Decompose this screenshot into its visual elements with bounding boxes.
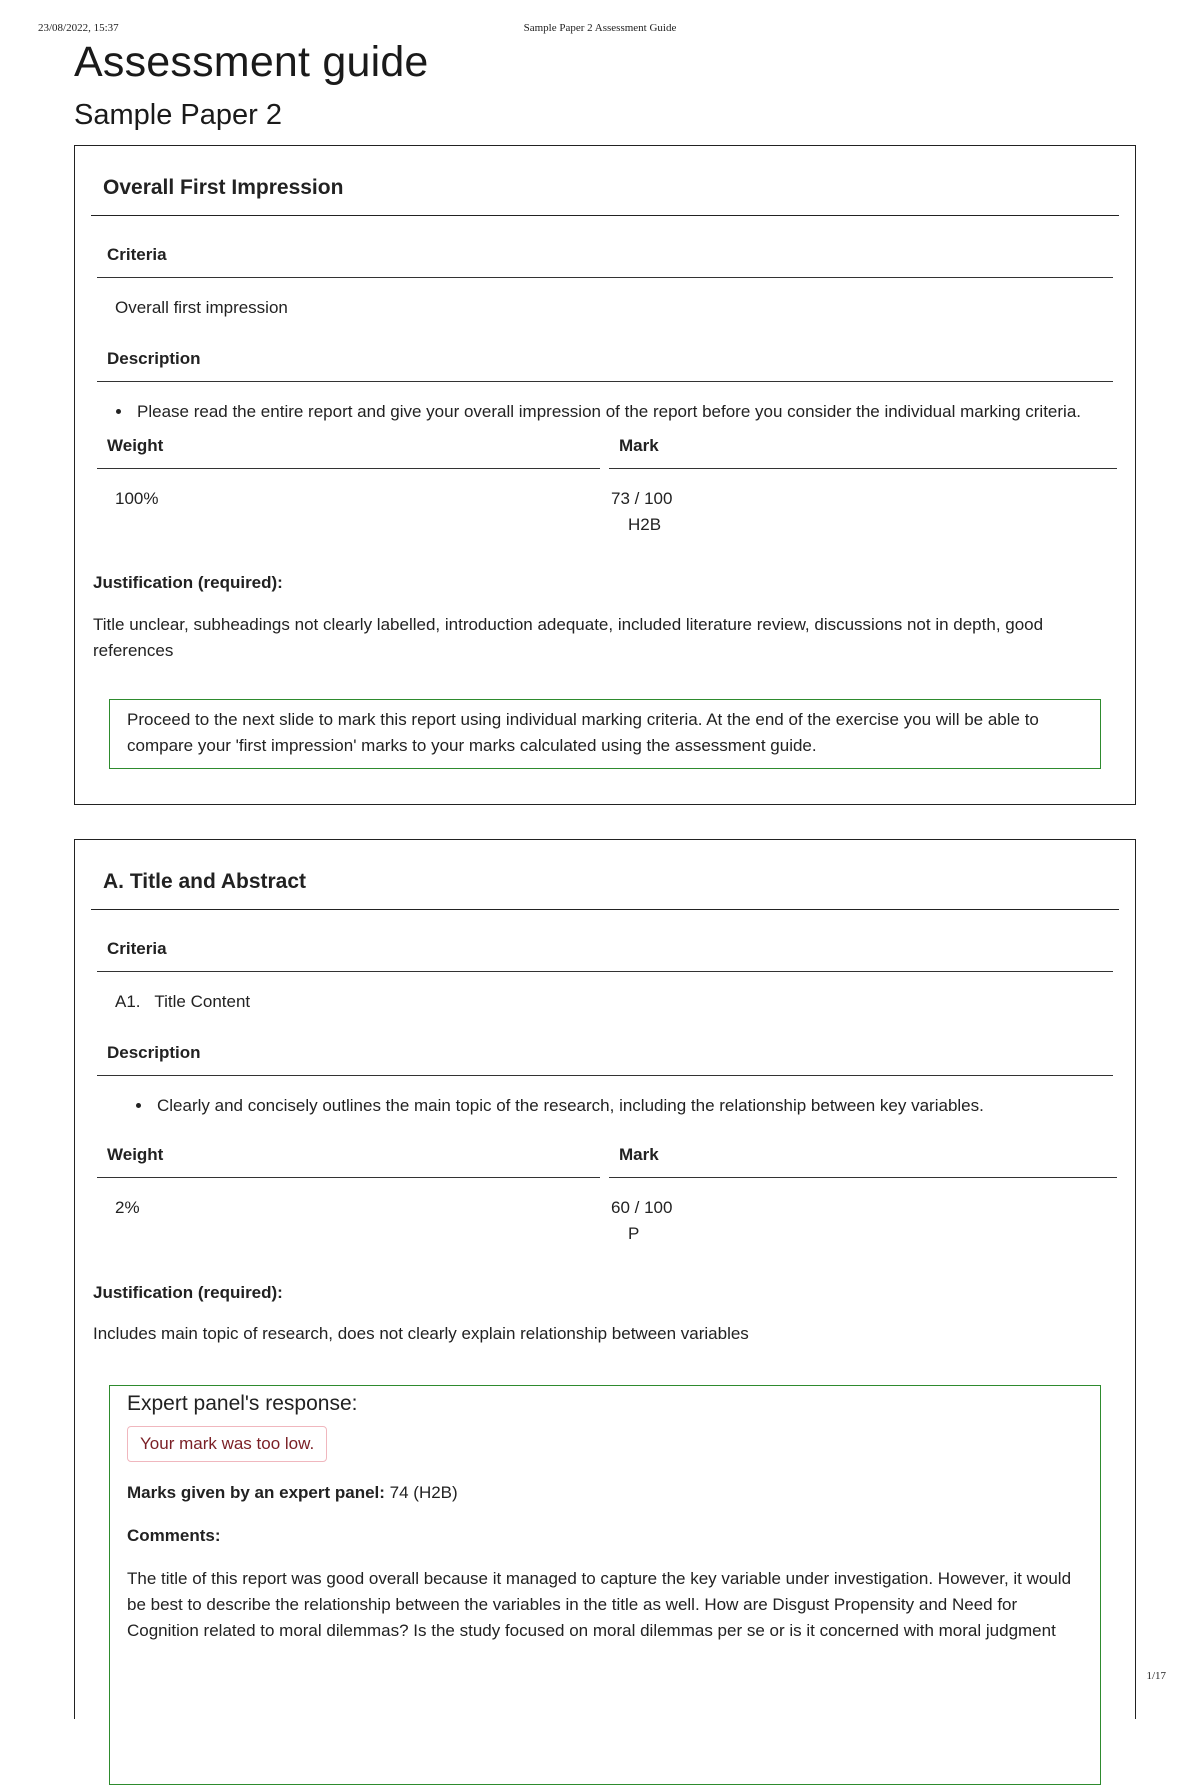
section-title-and-abstract (74, 839, 1136, 1719)
divider (91, 909, 1119, 910)
comments-text: The title of this report was good overall because it managed to capture the key variable under investigation. However, it would be best to describe the relationship between the variables in the title as well. How are Disgust Propensity and Need for Cognition related to moral dilemmas? Is the study focused on moral dilemmas per se or is it concerned with moral judgment (127, 1569, 1072, 1640)
print-date: 23/08/2022, 15:37 (38, 22, 119, 34)
divider (97, 1177, 600, 1178)
divider (97, 1075, 1113, 1076)
expert-response-heading: Expert panel's response: (127, 1392, 358, 1415)
mark-grade: P (628, 1224, 640, 1243)
print-header (38, 22, 1162, 38)
justification-label: Justification (required): (93, 1283, 283, 1302)
divider (609, 1177, 1117, 1178)
verdict-badge: Your mark was too low. (127, 1426, 327, 1462)
criteria-label: Criteria (107, 245, 167, 264)
description-item: • Please read the entire report and give your overall impression of the report before you consider the individual marking criteria. (133, 402, 1081, 422)
instruction-note-text: Proceed to the next slide to mark this report using individual marking criteria. At the end of the exercise you will be able to compare your 'first impression' marks to your marks calculated using the assessment guide. (127, 710, 1039, 755)
justification-label: Justification (required): (93, 573, 283, 592)
description-list (115, 402, 1081, 422)
page-title: Assessment guide (74, 38, 429, 86)
section-heading: A. Title and Abstract (103, 870, 307, 893)
criteria-value: A1. Title Content (115, 992, 251, 1011)
section-overall-first-impression (74, 145, 1136, 805)
section-heading: Overall First Impression (103, 176, 344, 199)
description-list (135, 1096, 984, 1116)
expert-marks-value: 74 (H2B) (389, 1483, 458, 1502)
page-number: 1/17 (1146, 1670, 1166, 1682)
weight-value: 100% (115, 489, 159, 508)
criteria-label: Criteria (107, 939, 167, 958)
weight-label: Weight (107, 436, 164, 455)
expert-marks-label: Marks given by an expert panel: (127, 1483, 385, 1502)
print-document-title: Sample Paper 2 Assessment Guide (523, 22, 677, 34)
expert-response-box (109, 1385, 1101, 1785)
mark-label: Mark (619, 1145, 659, 1164)
mark-value: 73 / 100 (611, 489, 673, 508)
expert-marks (127, 1483, 458, 1503)
divider (97, 468, 600, 469)
divider (97, 971, 1113, 972)
mark-value: 60 / 100 (611, 1198, 673, 1217)
divider (97, 277, 1113, 278)
comments-label: Comments: (127, 1526, 221, 1545)
instruction-note (109, 699, 1101, 769)
mark-grade: H2B (628, 515, 662, 534)
criteria-value: Overall first impression (115, 298, 288, 317)
justification-text: Title unclear, subheadings not clearly labelled, introduction adequate, included literature review, discussions not in depth, good references (93, 615, 1044, 660)
divider (609, 468, 1117, 469)
page-subtitle: Sample Paper 2 (74, 99, 282, 131)
divider (97, 381, 1113, 382)
mark-label: Mark (619, 436, 659, 455)
weight-label: Weight (107, 1145, 164, 1164)
description-label: Description (107, 349, 201, 368)
description-item: • Clearly and concisely outlines the main topic of the research, including the relationship between key variables. (153, 1096, 984, 1116)
description-label: Description (107, 1043, 201, 1062)
justification-text: Includes main topic of research, does not clearly explain relationship between variables (93, 1324, 749, 1343)
divider (91, 215, 1119, 216)
weight-value: 2% (115, 1198, 140, 1217)
